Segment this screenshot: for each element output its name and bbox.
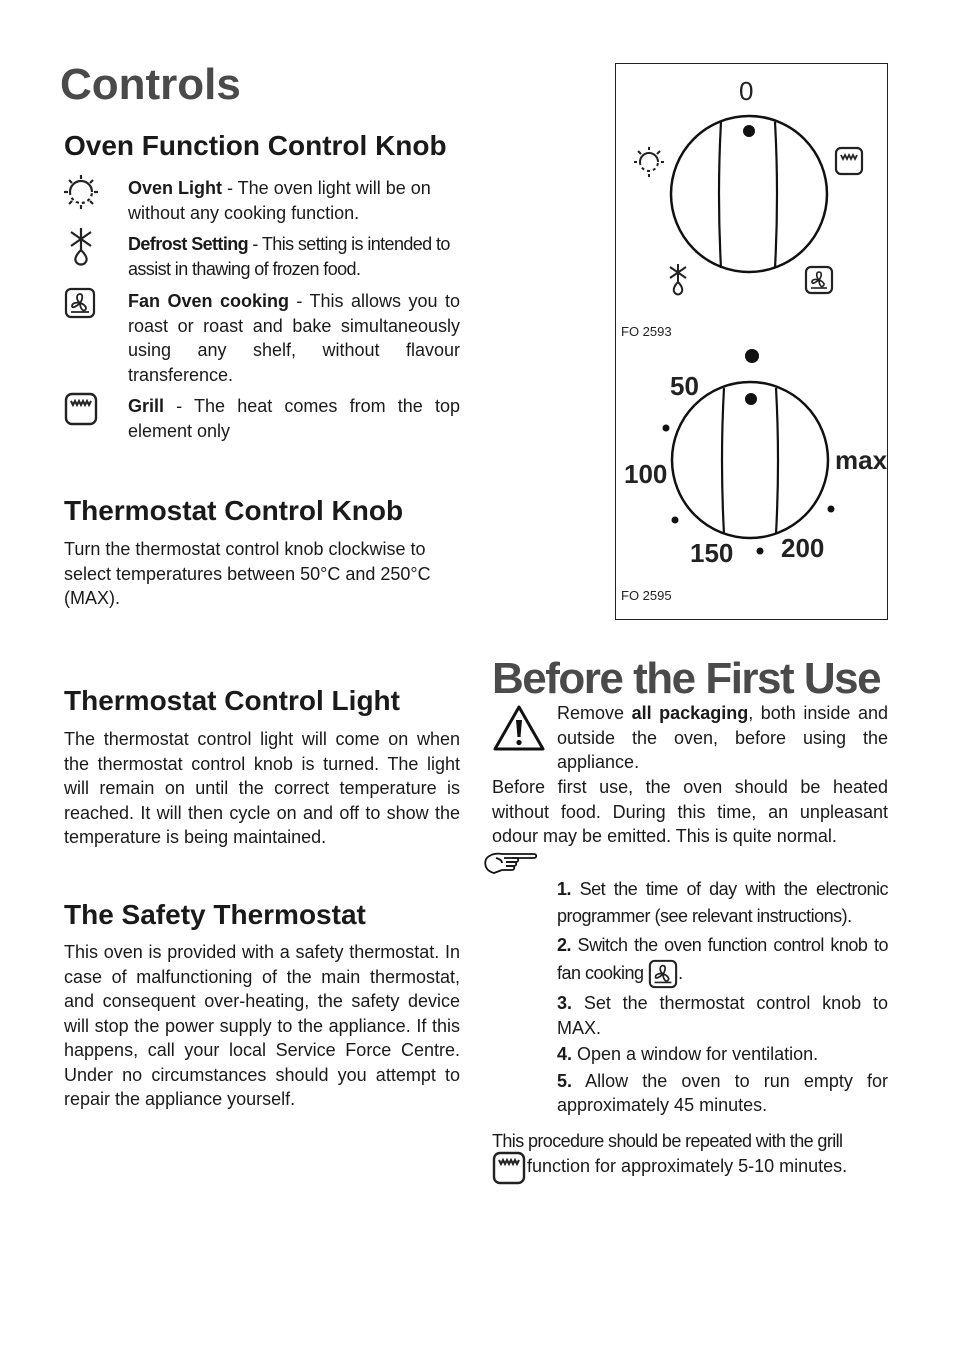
function-item-text: - The oven light will be on without any cooking function. (128, 178, 431, 223)
temp-label-150: 150 (690, 538, 734, 568)
grill-icon (64, 392, 98, 426)
function-item-fan-oven (128, 289, 460, 387)
defrost-icon (68, 226, 94, 266)
grill-icon (836, 148, 862, 174)
safety-thermostat-heading: The Safety Thermostat (64, 899, 366, 930)
step-text: Set the thermostat control knob to MAX. (557, 993, 888, 1038)
first-use-intro: Before first use, the oven should be heated without food. During this time, an unpleasant odour may be emitted. This is quite normal. (492, 777, 888, 846)
step-text: Set the time of day with the electronic programmer (see relevant instructions). (557, 879, 888, 926)
defrost-icon (670, 264, 686, 295)
warning-text: , both inside and outside the oven, before using the appliance. (557, 703, 888, 772)
fan-oven-icon (648, 959, 678, 989)
function-item-text: - The heat comes from the top element only (128, 396, 460, 441)
step-3 (557, 991, 888, 1040)
step-number: 4. (557, 1044, 573, 1064)
fan-oven-icon (806, 267, 832, 293)
function-item-text: - This setting is intended to assist in thawing of frozen food. (128, 234, 450, 279)
page-title: Controls (60, 60, 241, 109)
function-diagram-code: FO 2593 (621, 324, 672, 339)
function-item-text: - This allows you to roast or roast and bake simultaneously using any shelf, without flavour transference. (128, 291, 460, 385)
function-item-name: Defrost Setting (128, 234, 249, 254)
oven-light-icon (634, 147, 664, 177)
step-2 (557, 932, 888, 989)
function-item-oven-light (128, 176, 460, 225)
function-item-grill (128, 394, 460, 443)
thermostat-diagram-code: FO 2595 (621, 588, 672, 603)
step-4 (557, 1042, 888, 1067)
step-5 (557, 1069, 888, 1118)
packaging-warning (557, 701, 888, 775)
grill-icon (492, 1151, 526, 1185)
closing-line-2: function for approximately 5-10 minutes. (527, 1156, 848, 1176)
thermostat-light-heading: Thermostat Control Light (64, 685, 400, 716)
pointing-hand-icon (482, 849, 540, 879)
step-number: 5. (557, 1070, 573, 1091)
function-item-name: Oven Light (128, 178, 222, 198)
safety-thermostat-text: This oven is provided with a safety thermostat. In case of malfunctioning of the main thermostat, and consequent over-heating, the safety device will stop the power supply to the appliance. If this happens, call your local Service Force Centre. Under no circumstances should you attempt to repair the appliance yourself. (64, 942, 460, 1109)
step-text: . (678, 962, 683, 983)
closing-line-1: This procedure should be repeated with the grill (492, 1131, 843, 1151)
warning-icon (492, 704, 546, 752)
temp-label-50: 50 (670, 371, 699, 401)
step-text: Open a window for ventilation. (572, 1044, 819, 1064)
first-use-heading: Before the First Use (492, 654, 881, 703)
step-text: Allow the oven to run empty for approximately 45 minutes. (557, 1070, 888, 1115)
step-number: 1. (557, 879, 572, 899)
step-1 (557, 876, 888, 930)
step-number: 2. (557, 935, 572, 955)
knob-diagram (615, 63, 888, 620)
function-item-name: Fan Oven cooking (128, 291, 289, 311)
first-use-steps (557, 876, 888, 1120)
function-knob-drawing (616, 64, 887, 619)
temp-label-200: 200 (781, 533, 825, 563)
function-off-label: 0 (739, 76, 754, 106)
thermostat-knob-text: Turn the thermostat control knob clockwise to select temperatures between 50°C and 250°C (MAX). (64, 539, 431, 608)
thermostat-knob-heading: Thermostat Control Knob (64, 495, 404, 526)
temp-label-100: 100 (624, 459, 668, 489)
temp-label-max: max (835, 445, 888, 475)
fan-oven-icon (64, 287, 96, 319)
step-number: 3. (557, 993, 573, 1013)
warning-text: Remove (557, 703, 632, 723)
step-text: Switch the oven function control knob to fan cooking (557, 935, 888, 983)
oven-light-icon (62, 174, 100, 210)
function-item-name: Grill (128, 396, 165, 416)
function-item-defrost (128, 232, 460, 281)
thermostat-light-text: The thermostat control light will come on when the thermostat control knob is turned. The light will remain on until the correct temperature is reached. It will then cycle on and off to show the temperature is being maintained. (64, 729, 460, 847)
warning-bold: all packaging (631, 703, 749, 723)
function-knob-heading: Oven Function Control Knob (64, 130, 447, 161)
